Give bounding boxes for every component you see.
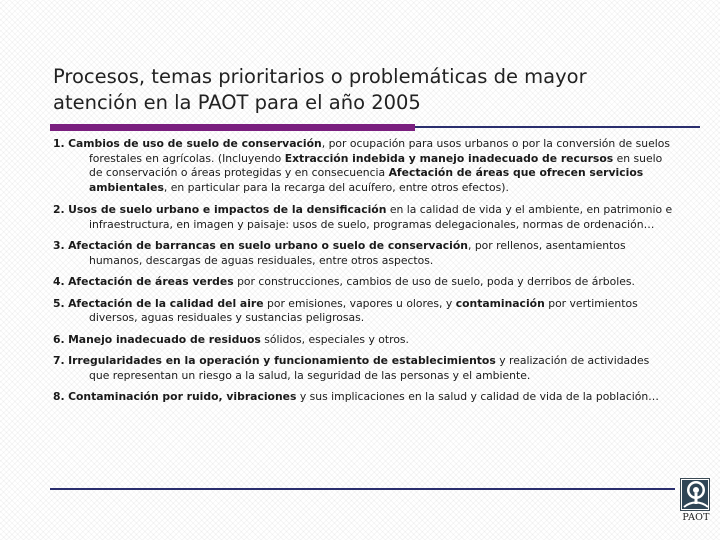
item-number: 7. (53, 354, 65, 367)
list-item (53, 203, 673, 232)
item-text: en suelo de conservación o áreas protegidas y en consecuencia (89, 151, 663, 179)
item-highlight: Contaminación por ruido, vibraciones (68, 390, 297, 403)
item-text: , por ocupación para usos urbanos o por la conversión de suelos forestales en agrícolas. (Incluyendo (89, 137, 670, 165)
item-highlight: contaminación (455, 296, 545, 310)
logo-text: PAOT (682, 512, 710, 523)
priority-list (53, 137, 673, 405)
item-text: por construcciones, cambios de uso de suelo, poda y derribos de árboles. (233, 275, 635, 288)
title-line-1: Procesos, temas prioritarios o problemáticas de mayor (53, 65, 587, 88)
list-item (53, 239, 673, 268)
item-number: 2. (53, 203, 65, 216)
item-highlight: Afectación de áreas verdes (68, 275, 234, 288)
title-divider-line (415, 126, 700, 128)
list-item (53, 390, 673, 405)
title-accent-bar (50, 124, 415, 131)
item-text: por vertimientos diversos, aguas residuales y sustancias peligrosas. (89, 296, 638, 324)
item-highlight: Irregularidades en la operación y funcionamiento de establecimientos (68, 354, 496, 367)
item-text: y realización de actividades que representan un riesgo a la salud, la seguridad de las personas y el ambiente. (89, 354, 650, 382)
item-highlight: Manejo inadecuado de residuos (68, 332, 261, 346)
list-item (53, 275, 673, 290)
page-title (53, 64, 693, 116)
paot-logo (678, 478, 714, 528)
item-highlight: Extracción indebida y manejo inadecuado de recursos (284, 151, 614, 165)
item-highlight: Afectación de áreas que ofrecen servicios ambientales (89, 166, 644, 194)
item-number: 5. (53, 296, 65, 310)
item-number: 1. (53, 137, 65, 150)
item-highlight: Afectación de la calidad del aire (68, 296, 264, 310)
item-highlight: Afectación de barrancas en suelo urbano o suelo de conservación (68, 239, 468, 252)
item-number: 8. (53, 390, 65, 403)
item-text: en la calidad de vida y el ambiente, en patrimonio e infraestructura, en imagen y paisaje: usos de suelo, programas delegacionales, normas de ordenación… (89, 203, 673, 231)
list-item (53, 354, 673, 383)
paot-tree-icon (680, 478, 710, 511)
item-highlight: Usos de suelo urbano e impactos de la densificación (68, 203, 387, 216)
list-item (53, 333, 673, 348)
item-number: 4. (53, 275, 65, 288)
item-number: 6. (53, 332, 65, 346)
item-highlight: Cambios de uso de suelo de conservación (68, 137, 322, 150)
item-number: 3. (53, 239, 65, 252)
list-item (53, 297, 673, 326)
item-text: , en particular para la recarga del acuífero, entre otros efectos). (163, 180, 509, 194)
item-text: , por rellenos, asentamientos humanos, descargas de aguas residuales, entre otros aspectos. (89, 239, 626, 267)
title-line-2: atención en la PAOT para el año 2005 (53, 91, 421, 114)
item-text: sólidos, especiales y otros. (260, 332, 409, 346)
footer-divider-line (50, 488, 675, 490)
list-item (53, 137, 673, 195)
item-text: y sus implicaciones en la salud y calidad de vida de la población… (296, 390, 659, 403)
item-text: por emisiones, vapores u olores, y (263, 296, 456, 310)
